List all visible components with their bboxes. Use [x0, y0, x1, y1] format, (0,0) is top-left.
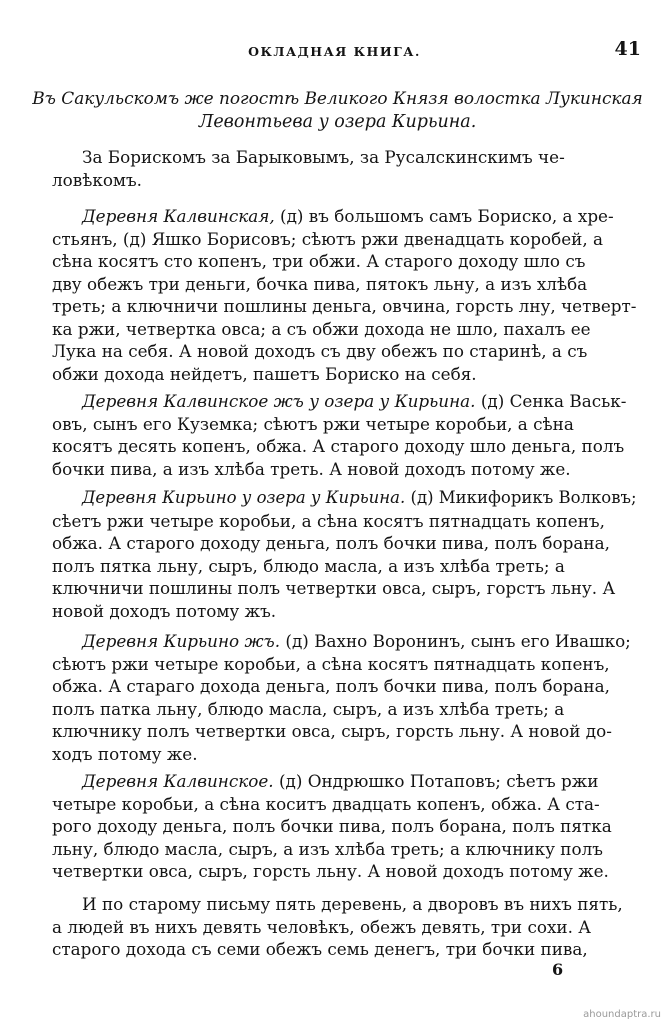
paragraph-line: бочки пива, а изъ хлѣба треть. А новой доходъ потому же.	[52, 458, 571, 479]
paragraph-line: сѣетъ ржи четыре коробьи, а сѣна косятъ пятнадцать копенъ,	[52, 510, 605, 531]
village-name: Деревня Калвинское жъ у озера у Кирьина.	[82, 391, 476, 411]
paragraph-line: рого доходу деньга, полъ бочки пива, полъ борана, полъ пятка	[52, 816, 612, 836]
entry-paragraph	[52, 770, 642, 883]
entry-paragraph	[52, 205, 642, 385]
village-name: Деревня Калвинская,	[82, 206, 275, 226]
heading-line-2: Левонтьева у озера Кирьина.	[198, 112, 477, 132]
village-name: Деревня Калвинское.	[82, 771, 274, 791]
paragraph-line: четвертки овса, сыръ, горсть льну. А новой доходъ потому же.	[52, 861, 609, 881]
paragraph-line: обжи дохода нейдетъ, пашетъ Бориско на себя.	[52, 363, 477, 384]
paragraph-line: Деревня Калвинское жъ у озера у Кирьина. (д) Сенка Васьк-	[82, 391, 627, 411]
entry-paragraph	[52, 630, 642, 765]
paragraph-line: льну, блюдо масла, сыръ, а изъ хлѣба треть; а ключнику полъ	[52, 838, 603, 859]
paragraph-line: обжа. А старого доходу деньга, полъ бочки пива, полъ борана,	[52, 533, 610, 553]
paragraph-line: треть; а ключничи пошлины деньга, овчина, горсть лну, четверт-	[52, 296, 637, 316]
paragraph-line: дву обежъ три деньги, бочка пива, пятокъ льну, а изъ хлѣба	[52, 273, 588, 294]
entry-paragraph	[52, 390, 642, 480]
village-name: Деревня Кирьино у озера у Кирьина.	[82, 488, 406, 507]
paragraph-line: полъ пятка льну, сыръ, блюдо масла, а изъ хлѣба треть; а	[52, 555, 565, 576]
paragraph-line: сѣютъ ржи четыре коробьи, а сѣна косятъ пятнадцать копенъ,	[52, 653, 610, 674]
paragraph-line: новой доходъ потому жъ.	[52, 600, 277, 621]
paragraph-line: четыре коробьи, а сѣна коситъ двадцать копенъ, обжа. А ста-	[52, 793, 600, 814]
summary-paragraph	[52, 893, 642, 961]
paragraph-line: ключничи пошлины полъ четвертки овса, сыръ, горстъ льну. А	[52, 578, 616, 598]
paragraph-line: Деревня Кирьино у озера у Кирьина. (д) Микифорикъ Волковъ;	[82, 488, 637, 507]
paragraph-line: ходъ потому же.	[52, 743, 198, 764]
running-title: ОКЛАДНАЯ КНИГА.	[248, 44, 421, 59]
paragraph-line: полъ патка льну, блюдо масла, сыръ, а изъ хлѣба треть; а	[52, 698, 565, 719]
village-name: Деревня Кирьино жъ.	[82, 631, 281, 651]
paragraph-line: ка ржи, четвертка овса; а съ обжи дохода не шло, пахалъ ее	[52, 318, 591, 339]
section-heading	[30, 86, 645, 134]
paragraph-line: обжа. А стараго дохода деньга, полъ бочки пива, полъ борана,	[52, 676, 610, 696]
paragraph-line: Деревня Калвинское. (д) Ондрюшко Потаповъ; сѣетъ ржи	[82, 771, 599, 791]
paragraph-line: овъ, сынъ его Куземка; сѣютъ ржи четыре коробьи, а сѣна	[52, 413, 574, 434]
paragraph-line: старого дохода съ семи обежъ семь денегъ, три бочки пива,	[52, 939, 588, 959]
paragraph-line: а людей въ нихъ девять человѣкъ, обежъ девять, три сохи. А	[52, 916, 591, 937]
signature-mark: 6	[552, 960, 564, 979]
paragraph-line: косятъ десять копенъ, обжа. А старого доходу шло деньга, полъ	[52, 436, 625, 456]
watermark: ahoundaptra.ru	[583, 1009, 661, 1020]
entry-paragraph	[52, 487, 642, 622]
paragraph-line: ключнику полъ четвертки овса, сыръ, горсть льну. А новой до-	[52, 721, 612, 741]
intro-line-1: За Борискомъ за Барыковымъ, за Русалскинскимъ че-	[82, 147, 565, 167]
paragraph-line: Деревня Кирьино жъ. (д) Вахно Воронинъ, сынъ его Ивашко;	[82, 631, 631, 651]
page-number: 41	[614, 38, 641, 60]
paragraph-line: сѣна косятъ сто копенъ, три обжи. А старого доходу шло съ	[52, 251, 586, 271]
intro-paragraph	[52, 146, 642, 191]
heading-line-1: Въ Сакульскомъ же погостѣ Великого Князя волостка Лукинская	[32, 88, 643, 108]
paragraph-line: И по старому письму пять деревень, а дворовъ въ нихъ пять,	[82, 894, 623, 914]
paragraph-line: Деревня Калвинская, (д) въ большомъ самъ Бориско, а хре-	[82, 206, 614, 226]
paragraph-line: Лука на себя. А новой доходъ съ дву обежъ по старинѣ, а съ	[52, 341, 588, 361]
paragraph-line: стьянъ, (д) Яшко Борисовъ; сѣютъ ржи двенадцать коробей, а	[52, 228, 603, 249]
intro-line-2: ловѣкомъ.	[52, 169, 142, 190]
